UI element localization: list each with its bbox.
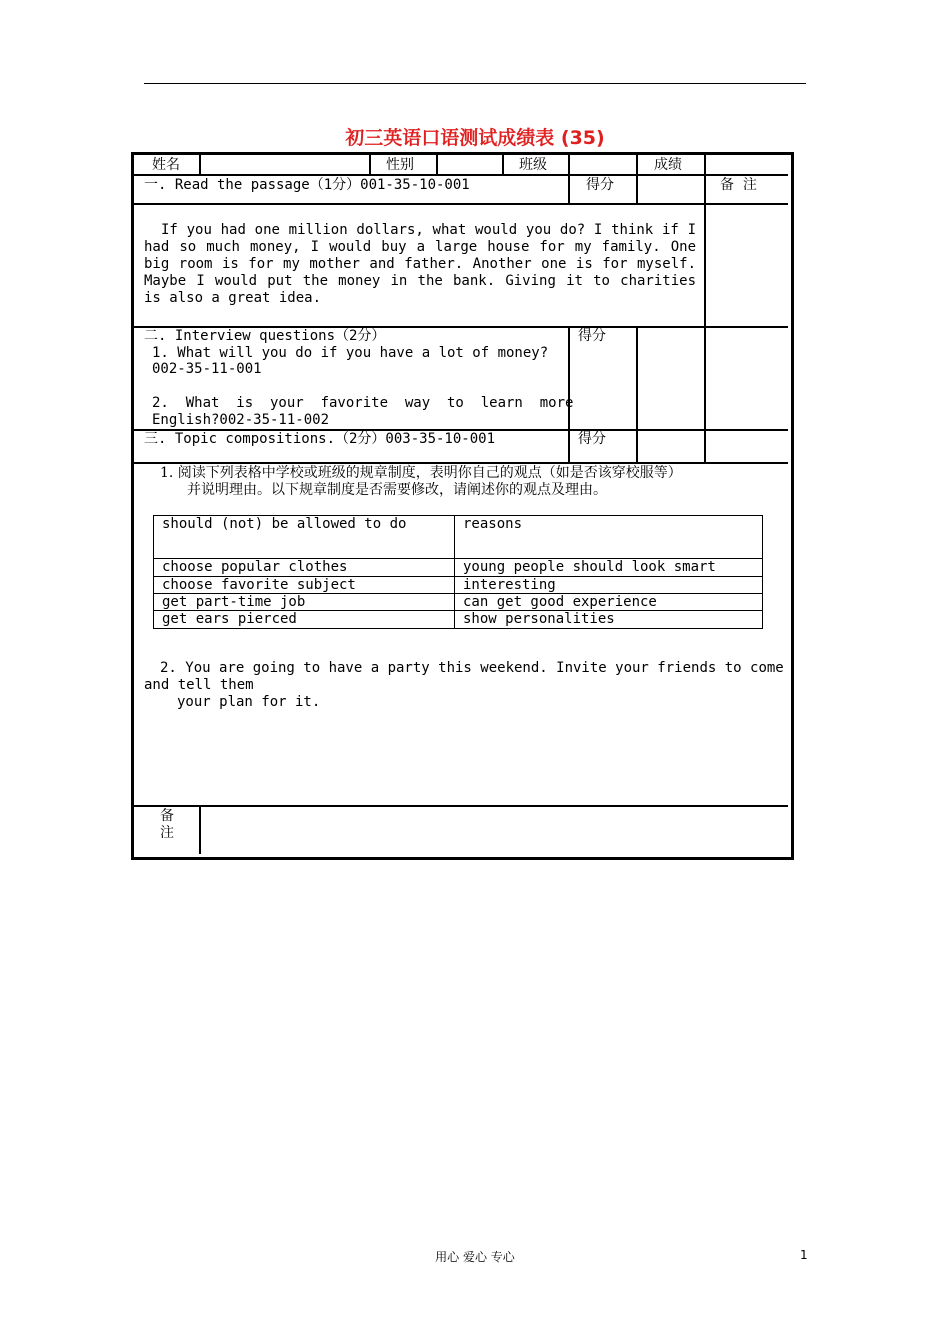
- row-divider: [134, 174, 788, 176]
- section3-score-label: 得分: [578, 431, 606, 447]
- rules-table-header-activity: should (not) be allowed to do: [162, 516, 407, 532]
- interview-question-1: 1. What will you do if you have a lot of money?: [152, 345, 549, 361]
- section1-score-label: 得分: [586, 177, 614, 193]
- section1-heading: 一. Read the passage（1分）001-35-10-001: [144, 177, 470, 193]
- col-divider: [636, 174, 638, 203]
- col-divider: [636, 326, 638, 464]
- composition-task-1-line-2: 并说明理由。以下规章制度是否需要修改，请阐述你的观点及理由。: [187, 482, 607, 498]
- composition-task-1-line-1: 1. 阅读下列表格中学校或班级的规章制度，表明你自己的观点（如是否该穿校服等）: [160, 465, 682, 481]
- row-divider: [134, 805, 788, 807]
- col-divider: [568, 174, 570, 203]
- page-title: 初三英语口语测试成绩表 (35): [345, 127, 605, 149]
- score-label: 成绩: [654, 157, 682, 173]
- col-divider: [369, 155, 371, 174]
- question-1-code: 002-35-11-001: [152, 361, 262, 377]
- class-label: 班级: [519, 157, 547, 173]
- gender-label: 性别: [386, 157, 414, 173]
- page-number: 1: [800, 1248, 808, 1262]
- section2-heading: 二. Interview questions（2分）: [144, 328, 386, 344]
- rules-table-cell: choose favorite subject: [162, 577, 356, 593]
- interview-question-2: 2. What is your favorite way to learn more: [152, 395, 574, 411]
- name-label: 姓名: [152, 157, 180, 173]
- col-divider: [502, 155, 504, 174]
- rules-table-cell: interesting: [463, 577, 556, 593]
- rules-table-cell: get ears pierced: [162, 611, 297, 627]
- header-rule: [144, 83, 806, 84]
- reading-passage: If you had one million dollars, what would you do? I think if I had so much money, I would buy a large house for my family. One big room is for my mother and father. Another one is for myself. Maybe I would put the money in the bank. Giving it to charities is also a great idea.: [144, 222, 696, 306]
- col-divider: [704, 174, 706, 326]
- composition-task-2-line-1: 2. You are going to have a party this weekend. Invite your friends to come: [160, 660, 784, 676]
- col-divider: [199, 805, 201, 854]
- composition-task-2-line-2: and tell them: [144, 677, 254, 693]
- question-2-code: English?002-35-11-002: [152, 412, 330, 428]
- col-divider: [704, 326, 706, 464]
- col-divider: [636, 155, 638, 174]
- rules-table-cell: young people should look smart: [463, 559, 716, 575]
- rules-table-header-reasons: reasons: [463, 516, 523, 532]
- section3-heading: 三. Topic compositions.（2分）003-35-10-001: [144, 431, 496, 447]
- section2-score-label: 得分: [578, 328, 606, 344]
- rules-table-col-divider: [454, 516, 455, 628]
- remarks-label-bottom: 注: [160, 825, 174, 841]
- col-divider: [436, 155, 438, 174]
- rules-table-cell: can get good experience: [463, 594, 657, 610]
- row-divider: [134, 203, 788, 205]
- footer-motto: 用心 爱心 专心: [435, 1250, 515, 1264]
- row-divider: [134, 462, 788, 464]
- col-divider: [568, 155, 570, 174]
- remark-label: 备 注: [720, 177, 757, 193]
- rules-table-cell: choose popular clothes: [162, 559, 348, 575]
- remarks-label-top: 备: [160, 808, 174, 824]
- rules-table-cell: get part-time job: [162, 594, 306, 610]
- composition-task-2-line-3: your plan for it.: [177, 694, 321, 710]
- rules-table-cell: show personalities: [463, 611, 615, 627]
- col-divider: [704, 155, 706, 174]
- col-divider: [199, 155, 201, 174]
